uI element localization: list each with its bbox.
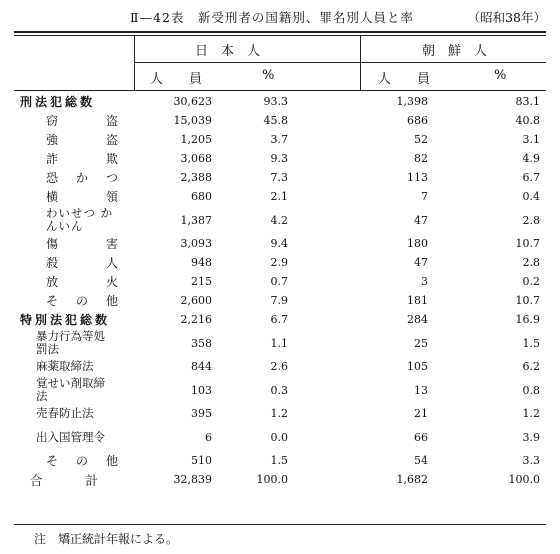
row-label: その他 [46, 294, 118, 308]
korean-percent: 100.0 [508, 473, 540, 486]
japanese-percent-cell [212, 423, 294, 451]
korean-count: 181 [407, 294, 428, 307]
korean-percent: 1.2 [522, 407, 540, 420]
korean-count: 105 [407, 360, 428, 373]
table-row [14, 291, 546, 310]
korean-percent-cell [428, 272, 546, 291]
row-label-cell [14, 404, 134, 423]
korean-count-cell [294, 149, 428, 168]
row-label: わいせつ かんいん [46, 206, 114, 233]
japanese-count: 1,205 [180, 133, 212, 146]
japanese-count-cell [134, 310, 212, 329]
japanese-percent: 1.5 [270, 454, 288, 467]
japanese-count-cell [134, 111, 212, 130]
row-label-cell [14, 470, 134, 489]
korean-count: 25 [414, 336, 428, 350]
korean-count: 47 [414, 256, 428, 269]
korean-percent: 10.7 [515, 237, 540, 250]
japanese-count: 2,216 [180, 313, 212, 326]
japanese-percent-cell [212, 310, 294, 329]
row-label-cell [14, 376, 134, 404]
korean-percent: 3.3 [522, 454, 540, 467]
japanese-percent: 0.3 [270, 383, 288, 397]
japanese-count-cell [134, 357, 212, 376]
japanese-percent-cell [212, 92, 294, 111]
japanese-count-cell [134, 470, 212, 489]
korean-percent-cell [428, 376, 546, 404]
korean-percent: 40.8 [515, 114, 540, 127]
data-table [14, 92, 546, 489]
korean-percent-cell [428, 111, 546, 130]
japanese-percent: 45.8 [263, 114, 288, 127]
row-label: 窃盗 [46, 114, 118, 128]
japanese-percent-cell [212, 272, 294, 291]
japanese-percent-cell [212, 404, 294, 423]
japanese-percent: 2.6 [270, 360, 288, 373]
korean-count: 1,682 [396, 473, 428, 486]
korean-percent-cell [428, 329, 546, 357]
japanese-count: 680 [191, 190, 212, 203]
nationality-divider [360, 36, 361, 90]
japanese-count-cell [134, 253, 212, 272]
table-row [14, 168, 546, 187]
korean-count-cell [294, 451, 428, 470]
table-row [14, 206, 546, 234]
japanese-percent: 9.3 [270, 152, 288, 165]
korean-percent: 6.2 [522, 360, 540, 373]
korean-count: 284 [407, 313, 428, 326]
japanese-count-cell [134, 451, 212, 470]
korean-percent-cell [428, 187, 546, 206]
bottom-rule [14, 524, 546, 525]
row-label-cell [14, 451, 134, 470]
korean-count-cell [294, 111, 428, 130]
japanese-count: 15,039 [173, 114, 212, 127]
japanese-percent: 7.9 [270, 294, 288, 307]
japanese-count-cell [134, 291, 212, 310]
table-row [14, 310, 546, 329]
korean-count-cell [294, 168, 428, 187]
japanese-percent-cell [212, 329, 294, 357]
korean-percent-cell [428, 423, 546, 451]
japanese-percent: 1.1 [270, 336, 288, 350]
japanese-percent-cell [212, 470, 294, 489]
korean-count: 47 [414, 213, 428, 227]
row-label-cell [14, 92, 134, 111]
korean-percent: 2.8 [522, 256, 540, 269]
japanese-count-cell [134, 168, 212, 187]
japanese-percent-cell [212, 187, 294, 206]
korean-percent-cell [428, 168, 546, 187]
japanese-percent-cell [212, 149, 294, 168]
row-label: 特別法犯総数 [20, 313, 111, 327]
korean-percent-cell [428, 357, 546, 376]
japanese-count: 30,623 [173, 95, 212, 108]
korean-count-cell [294, 310, 428, 329]
korean-count: 54 [414, 454, 428, 467]
japanese-percent-cell [212, 357, 294, 376]
japanese-count: 2,388 [180, 171, 212, 184]
korean-persons-header: 人 員 [378, 72, 431, 87]
japanese-count: 844 [191, 360, 212, 373]
japanese-count: 395 [191, 407, 212, 420]
japanese-count: 6 [205, 430, 212, 444]
japanese-percent-cell [212, 253, 294, 272]
japanese-count: 1,387 [180, 213, 212, 227]
korean-percent-cell [428, 404, 546, 423]
row-label-cell [14, 310, 134, 329]
era-label: （昭和38年） [467, 10, 546, 25]
korean-count-cell [294, 272, 428, 291]
korean-percent: 10.7 [515, 294, 540, 307]
japanese-percent: 2.1 [270, 190, 288, 203]
japanese-percent-cell [212, 168, 294, 187]
row-label: 刑法犯総数 [20, 95, 96, 109]
japanese-percent: 6.7 [270, 313, 288, 326]
japanese-percent: 3.7 [270, 133, 288, 146]
row-label-cell [14, 234, 134, 253]
table-row [14, 404, 546, 423]
row-label-cell [14, 168, 134, 187]
korean-count: 686 [407, 114, 428, 127]
korean-percent-cell [428, 149, 546, 168]
korean-percent: 0.8 [522, 383, 540, 397]
korean-count-cell [294, 291, 428, 310]
japanese-header-underline [134, 62, 360, 63]
table-row [14, 111, 546, 130]
japanese-count: 215 [191, 275, 212, 288]
table-row [14, 149, 546, 168]
korean-percent-header: % [494, 68, 507, 83]
row-label-cell [14, 329, 134, 357]
korean-count-cell [294, 187, 428, 206]
korean-count-cell [294, 329, 428, 357]
korean-count-cell [294, 423, 428, 451]
japanese-count-cell [134, 187, 212, 206]
row-label-cell [14, 272, 134, 291]
korean-header: 朝 鮮 人 [422, 44, 488, 59]
korean-count: 1,398 [396, 95, 428, 108]
korean-percent: 2.8 [522, 213, 540, 227]
korean-count: 13 [414, 383, 428, 397]
korean-count-cell [294, 206, 428, 234]
japanese-percent-cell [212, 130, 294, 149]
japanese-count-cell [134, 404, 212, 423]
korean-count: 7 [421, 190, 428, 203]
table-row [14, 130, 546, 149]
table-row [14, 272, 546, 291]
japanese-count: 358 [191, 336, 212, 350]
footnote: 注 矯正統計年報による。 [34, 532, 179, 546]
japanese-percent: 1.2 [270, 407, 288, 420]
korean-count: 66 [414, 430, 428, 444]
row-label: 詐欺 [46, 152, 118, 166]
japanese-percent: 0.7 [270, 275, 288, 288]
table-row [14, 92, 546, 111]
korean-percent: 3.9 [522, 430, 540, 444]
japanese-percent: 0.0 [270, 430, 288, 444]
row-label-cell [14, 130, 134, 149]
japanese-count-cell [134, 92, 212, 111]
japanese-percent-cell [212, 234, 294, 253]
japanese-persons-header: 人 員 [150, 72, 203, 87]
korean-percent: 0.4 [522, 190, 540, 203]
japanese-count-cell [134, 272, 212, 291]
japanese-percent-cell [212, 291, 294, 310]
korean-count: 52 [414, 133, 428, 146]
korean-count-cell [294, 92, 428, 111]
korean-count-cell [294, 234, 428, 253]
japanese-percent-cell [212, 451, 294, 470]
table-title: Ⅱ—42表 新受刑者の国籍別、罪名別人員と率 [130, 10, 414, 25]
korean-percent: 0.2 [522, 275, 540, 288]
table-row [14, 329, 546, 357]
table-title-bar [0, 8, 560, 26]
row-label: その他 [46, 454, 118, 468]
korean-percent-cell [428, 234, 546, 253]
japanese-percent: 100.0 [256, 473, 288, 486]
korean-count: 3 [421, 275, 428, 288]
row-label-cell [14, 111, 134, 130]
korean-count: 82 [414, 152, 428, 165]
row-label: 放火 [46, 275, 118, 289]
row-label: 傷害 [46, 237, 118, 251]
korean-count-cell [294, 376, 428, 404]
row-label-cell [14, 253, 134, 272]
korean-percent: 3.1 [522, 133, 540, 146]
row-label: 出入国管理令 [36, 429, 105, 444]
japanese-header: 日 本 人 [195, 44, 261, 59]
row-label-cell [14, 187, 134, 206]
label-column-divider [134, 36, 135, 90]
row-label: 合計 [30, 472, 98, 488]
japanese-count: 103 [191, 383, 212, 397]
japanese-count: 948 [191, 256, 212, 269]
japanese-count-cell [134, 329, 212, 357]
table-row [14, 423, 546, 451]
korean-percent-cell [428, 291, 546, 310]
korean-count-cell [294, 357, 428, 376]
korean-count-cell [294, 470, 428, 489]
japanese-percent-cell [212, 376, 294, 404]
korean-percent-cell [428, 92, 546, 111]
korean-percent-cell [428, 470, 546, 489]
korean-percent-cell [428, 253, 546, 272]
korean-count: 113 [407, 171, 428, 184]
japanese-count: 3,093 [180, 237, 212, 250]
korean-percent-cell [428, 206, 546, 234]
row-label: 覚せい剤取締法 [36, 376, 105, 403]
table-row [14, 451, 546, 470]
japanese-percent: 7.3 [270, 171, 288, 184]
japanese-percent-cell [212, 206, 294, 234]
japanese-percent: 4.2 [270, 213, 288, 227]
japanese-count-cell [134, 234, 212, 253]
japanese-percent: 93.3 [263, 95, 288, 108]
row-label: 恐かつ [46, 171, 118, 185]
japanese-percent-header: % [262, 68, 275, 83]
korean-percent: 16.9 [515, 313, 540, 326]
japanese-count: 3,068 [180, 152, 212, 165]
japanese-percent: 2.9 [270, 256, 288, 269]
korean-count: 180 [407, 237, 428, 250]
top-rule [14, 31, 546, 33]
korean-percent: 1.5 [522, 336, 540, 350]
row-label: 暴力行為等処罰法 [36, 329, 105, 356]
row-label-cell [14, 206, 134, 234]
table-row [14, 470, 546, 489]
table-row [14, 376, 546, 404]
table-row [14, 253, 546, 272]
korean-percent-cell [428, 451, 546, 470]
korean-percent: 4.9 [522, 152, 540, 165]
korean-percent-cell [428, 130, 546, 149]
korean-percent: 6.7 [522, 171, 540, 184]
row-label-cell [14, 423, 134, 451]
korean-count-cell [294, 130, 428, 149]
header-bottom-rule [14, 90, 546, 91]
row-label: 売春防止法 [36, 406, 94, 420]
korean-percent: 83.1 [515, 95, 540, 108]
table-row [14, 234, 546, 253]
japanese-count: 32,839 [173, 473, 212, 486]
japanese-count-cell [134, 206, 212, 234]
row-label: 横領 [46, 190, 118, 204]
row-label-cell [14, 291, 134, 310]
japanese-count: 510 [191, 454, 212, 467]
korean-count: 21 [414, 407, 428, 420]
row-label-cell [14, 149, 134, 168]
japanese-percent-cell [212, 111, 294, 130]
japanese-count-cell [134, 423, 212, 451]
table-row [14, 187, 546, 206]
korean-percent-cell [428, 310, 546, 329]
japanese-count: 2,600 [180, 294, 212, 307]
top-rule-inner [14, 35, 546, 36]
japanese-count-cell [134, 376, 212, 404]
japanese-count-cell [134, 130, 212, 149]
row-label: 強盗 [46, 133, 118, 147]
korean-header-underline [360, 62, 546, 63]
row-label: 麻薬取締法 [36, 359, 94, 373]
japanese-percent: 9.4 [270, 237, 288, 250]
korean-count-cell [294, 404, 428, 423]
row-label: 殺人 [46, 256, 118, 270]
korean-count-cell [294, 253, 428, 272]
japanese-count-cell [134, 149, 212, 168]
table-row [14, 357, 546, 376]
row-label-cell [14, 357, 134, 376]
